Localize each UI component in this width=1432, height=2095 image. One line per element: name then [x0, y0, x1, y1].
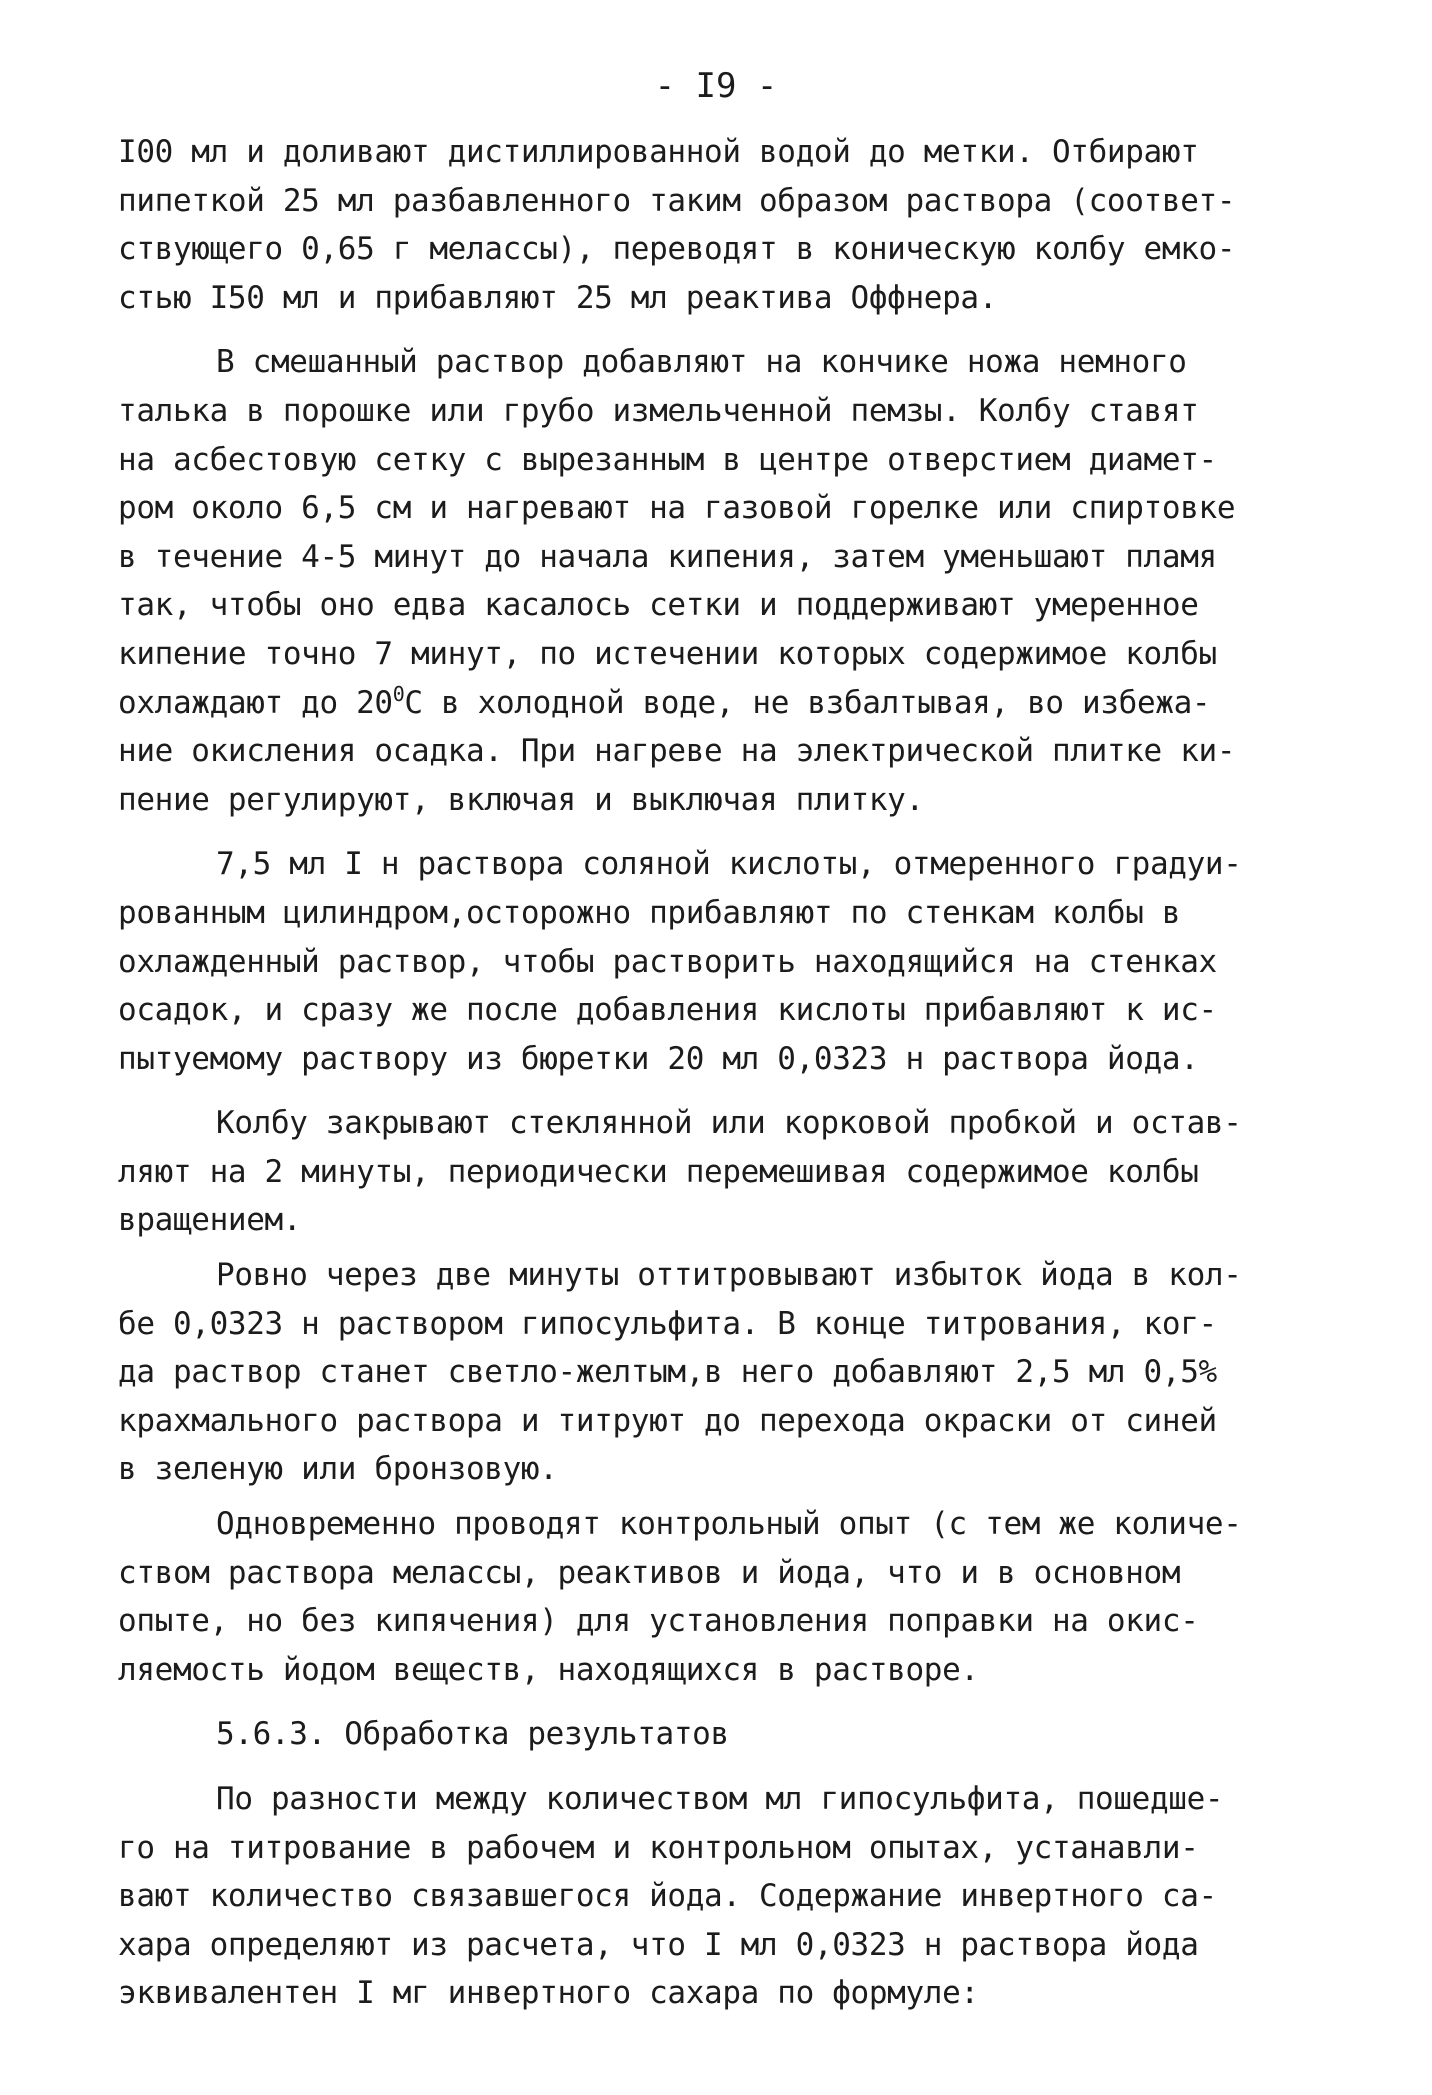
- paragraph-5: [118, 1251, 1348, 1494]
- text-line: пытуемому раствору из бюретки 20 мл 0,0323 н раствора йода.: [118, 1040, 1199, 1077]
- text-line: ством раствора мелассы, реактивов и йода, что и в основном: [118, 1554, 1181, 1591]
- paragraph-6: [118, 1500, 1348, 1694]
- text-line: вают количество связавшегося йода. Содержание инвертного са-: [118, 1878, 1217, 1915]
- text-line: осадок, и сразу же после добавления кислоты прибавляют к ис-: [118, 992, 1217, 1029]
- text-line: охлажденный раствор, чтобы растворить находящийся на стенках: [118, 943, 1217, 980]
- text-line: 7,5 мл I н раствора соляной кислоты, отмеренного градуи-: [216, 846, 1242, 883]
- text-line: в зеленую или бронзовую.: [118, 1451, 558, 1488]
- text-line: ствующего 0,65 г мелассы), переводят в коническую колбу емко-: [118, 231, 1236, 268]
- text-line: кипение точно 7 минут, по истечении которых содержимое колбы: [118, 635, 1217, 672]
- text-line: хара определяют из расчета, что I мл 0,0323 н раствора йода: [118, 1926, 1199, 1963]
- text-line: ние окисления осадка. При нагреве на электрической плитке ки-: [118, 733, 1236, 770]
- page-number: - I9 -: [654, 66, 778, 106]
- document-body: [118, 128, 1348, 2018]
- paragraph-1: [118, 128, 1348, 322]
- paragraph-2: [118, 338, 1348, 824]
- text-line-with-degree: [118, 679, 1348, 728]
- text-fragment: охлаждают до 20: [118, 684, 393, 721]
- text-line: Ровно через две минуты оттитровывают избыток йода в кол-: [216, 1257, 1242, 1294]
- text-line: I00 мл и доливают дистиллированной водой до метки. Отбирают: [118, 134, 1199, 170]
- text-line: По разности между количеством мл гипосульфита, пошедше-: [216, 1781, 1224, 1817]
- text-line: пипеткой 25 мл разбавленного таким образом раствора (соответ-: [118, 182, 1236, 219]
- text-line: эквивалентен I мг инвертного сахара по формуле:: [118, 1975, 979, 2012]
- text-line: ляемость йодом веществ, находящихся в растворе.: [118, 1651, 979, 1688]
- text-line: в течение 4-5 минут до начала кипения, затем уменьшают пламя: [118, 538, 1217, 575]
- text-line: ляют на 2 минуты, периодически перемешивая содержимое колбы: [118, 1153, 1199, 1190]
- text-line: на асбестовую сетку с вырезанным в центре отверстием диамет-: [118, 441, 1217, 478]
- text-line: талька в порошке или грубо измельченной пемзы. Колбу ставят: [118, 392, 1199, 429]
- text-line: пение регулируют, включая и выключая плитку.: [118, 781, 924, 818]
- text-line: го на титрование в рабочем и контрольном опытах, устанавли-: [118, 1829, 1199, 1866]
- text-line: вращением.: [118, 1202, 302, 1239]
- paragraph-8: [118, 1775, 1348, 2018]
- paragraph-3: [118, 840, 1348, 1083]
- text-line: опыте, но без кипячения) для установления поправки на окис-: [118, 1603, 1199, 1640]
- text-line: В смешанный раствор добавляют на кончике ножа немного: [216, 344, 1187, 381]
- text-line: рованным цилиндром,осторожно прибавляют по стенкам колбы в: [118, 894, 1181, 931]
- section-title: 5.6.3. Обработка результатов: [216, 1716, 729, 1753]
- text-line: Колбу закрывают стеклянной или корковой пробкой и остав-: [216, 1105, 1242, 1142]
- text-fragment: С в холодной воде, не взбалтывая, во избежа-: [404, 684, 1211, 721]
- degree-superscript: 0: [392, 681, 405, 706]
- text-line: ром около 6,5 см и нагревают на газовой горелке или спиртовке: [118, 490, 1236, 527]
- text-line: бе 0,0323 н раствором гипосульфита. В конце титрования, ког-: [118, 1305, 1217, 1342]
- text-line: стью I50 мл и прибавляют 25 мл реактива Оффнера.: [118, 279, 998, 316]
- text-line: Одновременно проводят контрольный опыт (с тем же количе-: [216, 1506, 1242, 1543]
- text-line: крахмального раствора и титруют до перехода окраски от синей: [118, 1402, 1217, 1439]
- text-line: да раствор станет светло-желтым,в него добавляют 2,5 мл 0,5%: [118, 1354, 1217, 1391]
- section-heading: [118, 1710, 1348, 1759]
- paragraph-4: [118, 1099, 1348, 1245]
- text-line: так, чтобы оно едва касалось сетки и поддерживают умеренное: [118, 587, 1199, 624]
